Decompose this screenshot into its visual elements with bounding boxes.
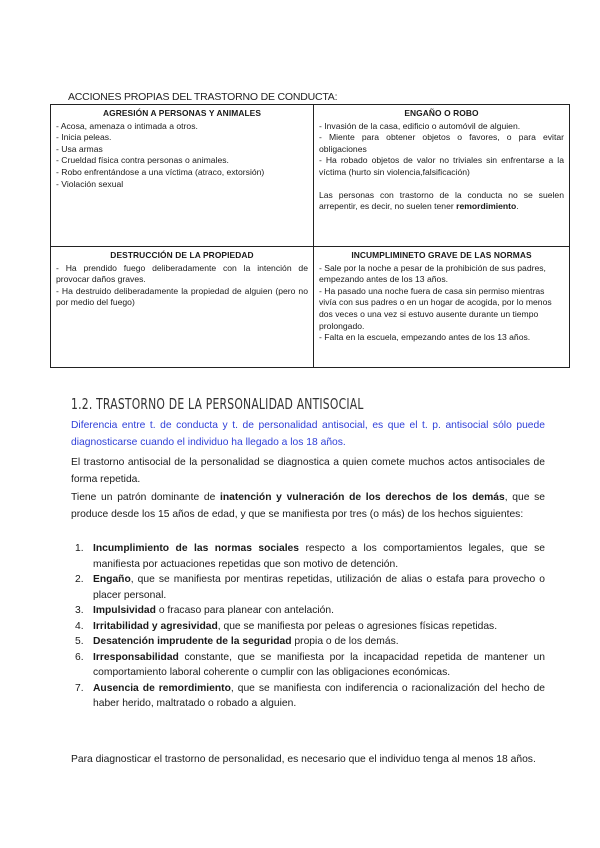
cell-violation [314, 247, 570, 368]
list-item: 5. Desatención imprudente de la seguridad propia o de los demás. [75, 636, 399, 647]
list-item: - Ha robado objetos de valor no triviales sin enfrentarse a la víctima (hurto sin violencia,falsificación) [319, 155, 564, 177]
list-item: 1. Incumplimiento de las normas sociales respecto a los comportamientos legales, que se manifiesta por actuaciones repetidas que son motivo de detención. [75, 543, 545, 570]
cell-note: Las personas con trastorno de la conducta no se suelen arrepentir, es decir, no suelen tener remordimiento. [319, 189, 564, 212]
list-item: - Miente para obtener objetos o favores, o para evitar obligaciones [319, 132, 564, 154]
criteria-list [71, 541, 545, 712]
list-item: - Acosa, amenaza o intimada a otros. [56, 120, 198, 131]
cell-aggression [51, 105, 314, 247]
cell-title: AGRESIÓN A PERSONAS Y ANIMALES [102, 108, 262, 118]
list-item: 6. Irresponsabilidad constante, que se manifiesta por la incapacidad repetida de mantener un comportamiento laboral coherente o cumplir con las obligaciones económicas. [75, 651, 545, 678]
list-item: 2. Engaño, que se manifiesta por mentiras repetidas, utilización de alias o estafa para provecho o placer personal. [75, 574, 545, 601]
cell-destruction [51, 247, 314, 368]
list-item: - Falta en la escuela, empezando antes de los 13 años. [319, 332, 531, 343]
closing-paragraph: Para diagnosticar el trastorno de personalidad, es necesario que el individuo tenga al menos 18 años. [71, 754, 536, 765]
list-item: 7. Ausencia de remordimiento, que se manifiesta con indiferencia o racionalización del hecho de haber herido, maltratado o robado a alguien. [75, 682, 545, 709]
intro-paragraph: Diferencia entre t. de conducta y t. de personalidad antisocial, es que el t. p. antisocial sólo puede diagnosticarse cuando el individuo ha llegado a los 18 años. [71, 420, 545, 448]
list-item: - Invasión de la casa, edificio o automóvil de alguien. [319, 120, 521, 131]
list-item: - Violación sexual [56, 178, 124, 189]
cell-title: INCUMPLIMINETO GRAVE DE LAS NORMAS [351, 250, 532, 260]
list-item: 3. Impulsividad o fracaso para planear con antelación. [75, 605, 334, 616]
list-item: - Inicia peleas. [56, 132, 112, 143]
list-item: - Robo enfrentándose a una víctima (atraco, extorsión) [56, 166, 265, 177]
cell-title: ENGAÑO O ROBO [404, 108, 479, 118]
cell-deceit [314, 105, 570, 247]
list-item: - Sale por la noche a pesar de la prohibición de sus padres, empezando antes de los 13 años. [319, 262, 546, 285]
list-item: - Ha destruido deliberadamente la propiedad de alguien (pero no por medio del fuego) [56, 285, 308, 308]
section-title: 1.2. TRASTORNO DE LA PERSONALIDAD ANTISOCIAL [71, 395, 364, 413]
paragraph: El trastorno antisocial de la personalidad se diagnostica a quien comete muchos actos antisociales de forma repetida. [71, 457, 545, 485]
cell-title: DESTRUCCIÓN DE LA PROPIEDAD [110, 250, 254, 260]
list-item: - Usa armas [56, 143, 103, 154]
list-item: - Crueldad física contra personas o animales. [56, 155, 229, 166]
paragraph: Tiene un patrón dominante de inatención y vulneración de los derechos de los demás, que se produce desde los 15 años de edad, y que se manifiesta por tres (o más) de los hechos siguientes: [71, 492, 545, 520]
conduct-table [50, 104, 570, 368]
list-item: - Ha pasado una noche fuera de casa sin permiso mientras vivía con sus padres o en un hogar de acogida, por lo menos dos veces o una vez si estuvo ausente durante un tiempo prolongado. [319, 285, 552, 331]
list-item: 4. Irritabilidad y agresividad, que se manifiesta por peleas o agresiones físicas repetidas. [75, 620, 498, 632]
list-item: - Ha prendido fuego deliberadamente con la intención de provocar daños graves. [56, 262, 308, 285]
table-heading: ACCIONES PROPIAS DEL TRASTORNO DE CONDUCTA: [68, 91, 338, 103]
